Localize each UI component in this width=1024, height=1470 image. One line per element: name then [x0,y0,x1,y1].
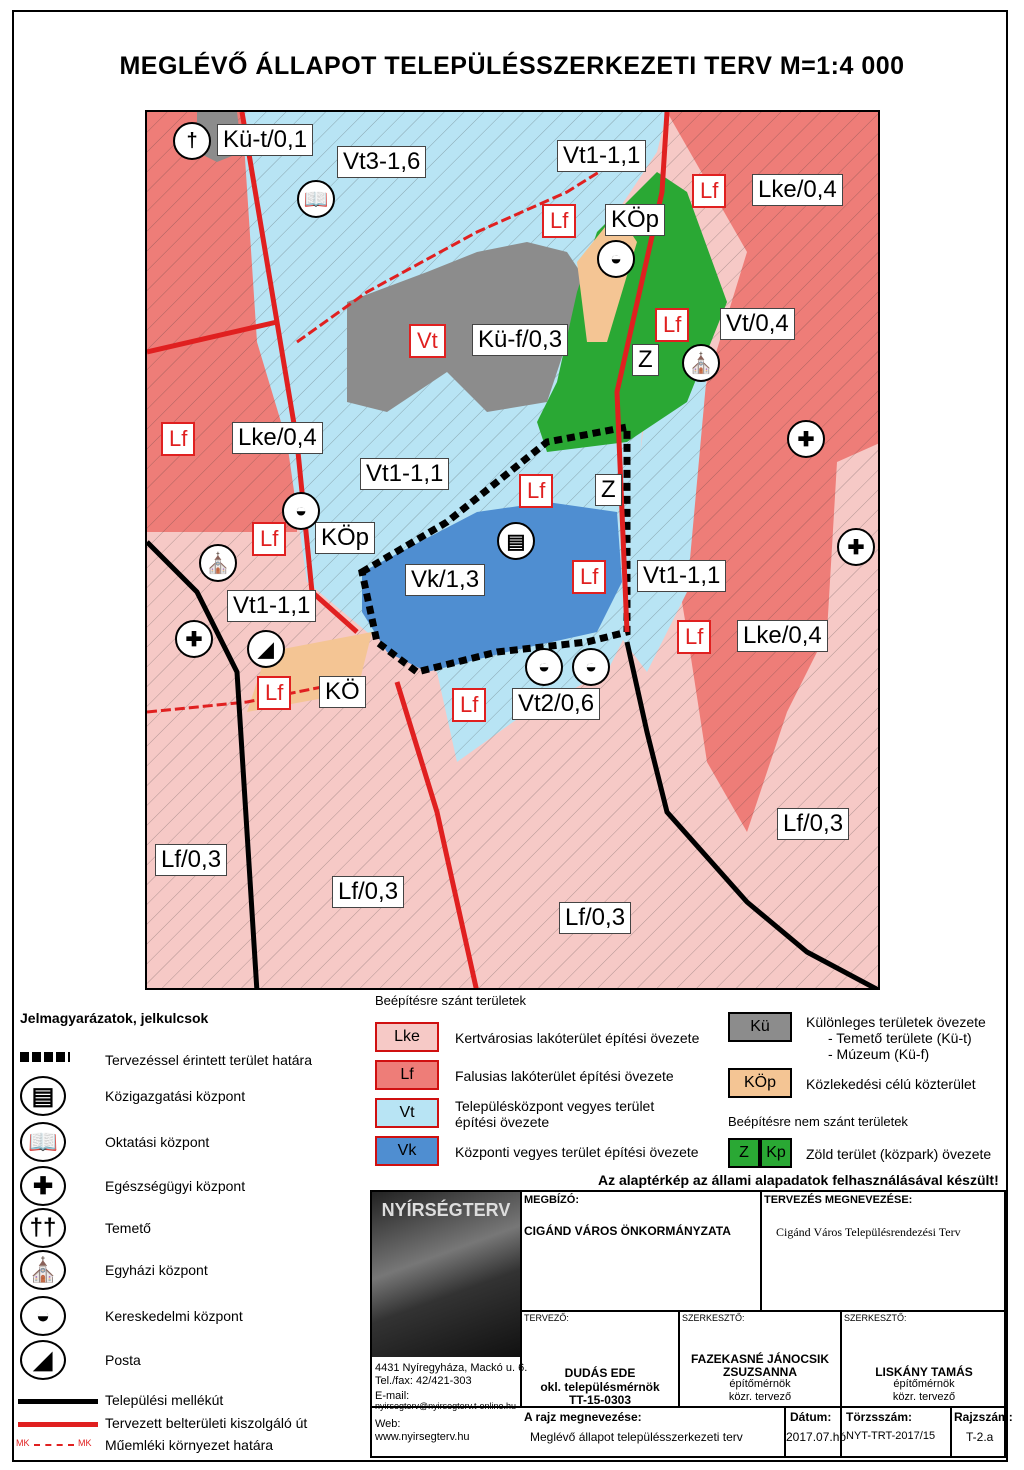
zone-label-vt1d: Vt1-1,1 [227,590,316,622]
boundary-symbol [20,1052,70,1062]
company-address: 4431 Nyíregyháza, Mackó u. 6. [375,1362,528,1374]
key-label-lf: Falusias lakóterület építési övezete [455,1068,674,1084]
mk-line-symbol [34,1444,74,1446]
basket-icon: ◒ [20,1296,66,1336]
legend-label-commerce: Kereskedelmi központ [105,1308,243,1324]
red-line-symbol [18,1422,98,1427]
editor1-name2: ZSUZSANNA [723,1365,797,1379]
red-label-lf-1: Lf [692,174,726,208]
book-icon: 📖 [297,180,335,218]
red-label-lf-2: Lf [542,204,576,238]
church-icon: ⛪ [199,544,237,582]
black-line-symbol [18,1399,98,1404]
zone-label-vt1a: Vt1-1,1 [557,140,646,172]
legend-label-health: Egészségügyi központ [105,1178,246,1194]
key-label-vk: Központi vegyes terület építési övezete [455,1144,699,1160]
key-label-kop: Közlekedési célú közterület [806,1076,976,1092]
client-name: CIGÁND VÁROS ÖNKORMÁNYZATA [524,1224,731,1238]
post-icon: ◢ [247,630,285,668]
legend-label-admin: Közigazgatási központ [105,1088,246,1104]
sheet-label: Rajzszám: [954,1410,1013,1424]
zone-label-lke3: Lke/0,4 [737,620,828,652]
mk-marker-right: MK [78,1438,92,1448]
key-label-ku: Különleges területek övezete [806,1014,986,1030]
zone-label-vt1c: Vt1-1,1 [637,560,726,592]
zone-label-lf03b: Lf/0,3 [155,844,227,876]
red-label-vt: Vt [409,324,446,358]
cross-icon: ✚ [837,528,875,566]
basket-icon: ◒ [525,648,563,686]
key-kp: Kp [760,1138,792,1168]
cemetery-icon: † [173,122,211,160]
zone-label-kop1: KÖp [605,204,665,236]
key-lf: Lf [375,1060,439,1090]
cross-icon: ✚ [175,620,213,658]
legend-label-post: Posta [105,1352,141,1368]
legend-heading: Jelmagyarázatok, jelkulcsok [20,1010,209,1026]
editor1-name1: FAZEKASNÉ JÁNOCSIK [690,1352,830,1366]
cemetery-icon: †† [20,1208,66,1248]
zone-label-lf03c: Lf/0,3 [332,876,404,908]
zone-label-lke2: Lke/0,4 [232,422,323,454]
cross-icon: ✚ [787,420,825,458]
red-label-lf-8: Lf [677,620,711,654]
red-label-lf-9: Lf [257,676,291,710]
editor1-title2: közr. tervező [728,1391,792,1403]
designer-name: DUDÁS EDE [564,1366,636,1380]
church-icon: ⛪ [682,344,720,382]
zone-label-ko: KÖ [319,676,366,708]
unbuilt-heading: Beépítésre nem szánt területek [728,1114,908,1129]
key-kop: KÖp [728,1068,792,1098]
post-icon: ◢ [20,1340,66,1380]
company-phone: Tel./fax: 42/421-303 [375,1375,472,1387]
drawing-name: Meglévő állapot településszerkezeti terv [530,1430,743,1444]
sheet-value: T-2.a [966,1430,994,1444]
red-label-lf-3: Lf [655,308,689,342]
mk-marker-left: MK [16,1438,30,1448]
email-label: E-mail: [375,1390,410,1402]
project-label: TERVEZÉS MEGNEVEZÉSE: [764,1194,913,1206]
client-label: MEGBÍZÓ: [524,1194,579,1206]
key-label-green: Zöld terület (közpark) övezete [806,1146,992,1162]
basket-icon: ◒ [282,492,320,530]
map-title: MEGLÉVŐ ÁLLAPOT TELEPÜLÉSSZERKEZETI TERV M=1:4 000 [119,52,905,80]
date-value: 2017.07.hó [786,1430,847,1444]
key-label-lke: Kertvárosias lakóterület építési övezete [455,1030,700,1046]
editor2-title2: közr. tervező [892,1391,956,1403]
key-label-ku-t: - Temető területe (Kü-t) [828,1030,972,1046]
zone-label-lf03a: Lf/0,3 [777,808,849,840]
zone-label-vt2: Vt2/0,6 [512,688,600,720]
reg-value: NYT-TRT-2017/15 [846,1430,936,1442]
email-link[interactable]: nyirsegterv@nyirsegterv.t-online.hu [375,1401,517,1411]
basemap-note: Az alaptérkép az állami alapadatok felhasználásával készült! [598,1172,999,1188]
red-label-lf-6: Lf [252,522,286,556]
zone-label-vt1b: Vt1-1,1 [360,458,449,490]
basket-icon: ◒ [597,240,635,278]
company-logo-text: NYÍRSÉGTERV [381,1200,511,1220]
red-label-lf-10: Lf [452,688,486,722]
designer-label: TERVEZŐ: [524,1313,569,1323]
zone-label-vk: Vk/1,3 [405,564,485,596]
drawing-label: A rajz megnevezése: [524,1410,642,1424]
editor1-title1: építőmérnök [729,1378,791,1390]
zone-label-lf03d: Lf/0,3 [559,902,631,934]
red-label-lf-5: Lf [519,474,553,508]
built-heading: Beépítésre szánt területek [375,993,527,1008]
zone-label-vt04: Vt/0,4 [720,308,795,340]
admin-icon: ▤ [497,522,535,560]
key-ku: Kü [728,1012,792,1042]
map-area [145,110,880,990]
zone-label-z1: Z [632,344,659,376]
book-icon: 📖 [20,1122,66,1162]
zone-label-kut: Kü-t/0,1 [217,124,313,156]
legend-label-cemetery: Temető [105,1220,151,1236]
zone-label-z2: Z [595,474,622,506]
legend-label-education: Oktatási központ [105,1134,210,1150]
legend-label-monument: Műemléki környezet határa [105,1437,274,1453]
designer-title: okl. településmérnök [540,1380,660,1394]
basket-icon: ◒ [572,648,610,686]
key-z: Z [728,1138,760,1168]
key-vt: Vt [375,1098,439,1128]
project-name: Cigánd Város Településrendezési Terv [776,1225,961,1239]
zone-label-lke1: Lke/0,4 [752,174,843,206]
editor2-name: LISKÁNY TAMÁS [875,1365,973,1379]
zone-label-vt3: Vt3-1,6 [337,146,426,178]
legend-label-red-road: Tervezett belterületi kiszolgáló út [105,1415,308,1431]
legend-label-boundary: Tervezéssel érintett terület határa [105,1052,312,1068]
editor2-label: SZERKESZTŐ: [844,1313,907,1323]
legend-label-church: Egyházi központ [105,1262,208,1278]
date-label: Dátum: [790,1410,832,1424]
church-icon: ⛪ [20,1250,66,1290]
editor1-label: SZERKESZTŐ: [682,1313,745,1323]
zone-label-kop2: KÖp [315,522,375,554]
red-label-lf-4: Lf [161,422,195,456]
designer-id: TT-15-0303 [568,1393,632,1407]
key-lke: Lke [375,1022,439,1052]
key-label-ku-f: - Múzeum (Kü-f) [828,1046,930,1062]
admin-icon: ▤ [20,1076,66,1116]
cross-icon: ✚ [20,1166,66,1206]
reg-label: Törzsszám: [846,1410,913,1424]
web-label: Web: [375,1418,401,1430]
legend-label-black-road: Települési mellékút [105,1392,224,1408]
zone-label-kuf: Kü-f/0,3 [472,324,568,356]
red-label-lf-7: Lf [572,560,606,594]
editor2-title1: építőmérnök [893,1378,955,1390]
key-vk: Vk [375,1136,439,1166]
web-link[interactable]: www.nyirsegterv.hu [375,1431,470,1443]
key-label-vt: Településközpont vegyes terület építési övezete [455,1098,655,1130]
